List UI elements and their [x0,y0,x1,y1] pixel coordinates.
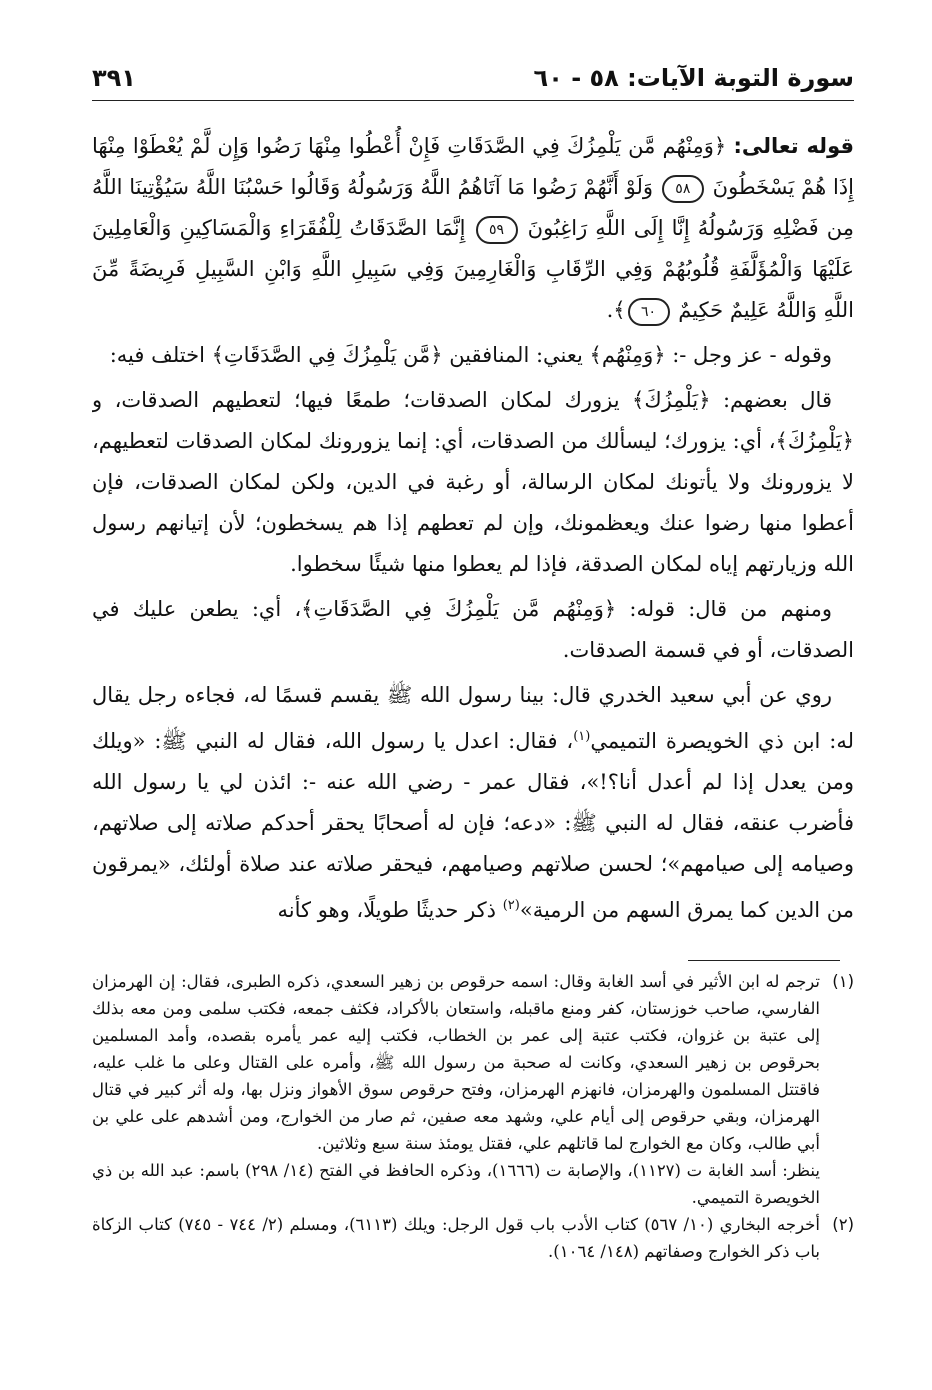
verse-number-60: ٦٠ [628,298,670,326]
verse-text-59: وَلَوْ أَنَّهُمْ رَضُوا مَا آتَاهُمُ اللَّهُ وَرَسُولُهُ وَقَالُوا حَسْبُنَا اللَّهُ سَيُؤْتِينَا اللَّهُ مِن فَضْلِهِ وَرَسُولُهُ إِنَّا إِلَى اللَّهِ رَاغِبُونَ [92,175,854,240]
verse-number-59: ٥٩ [476,216,518,244]
paragraph-4-part-c: ذكر حديثًا طويلًا، وهو كأنه [277,898,503,922]
paragraph-4-part-a: روي عن أبي سعيد الخدري قال: بينا رسول الله ﷺ يقسم قسمًا له، فجاءه رجل يقال له: ابن ذي الخويصرة التميمي [92,683,854,753]
verse-end: ﴾. [606,298,626,322]
footnote-text: أخرجه البخاري (١٠/ ٥٦٧) كتاب الأدب باب قول الرجل: ويلك (٦١١٣)، ومسلم (٢/ ٧٤٤ - ٧٤٥) كتاب الزكاة باب ذكر الخوارج وصفاتهم (١٤٨/ ١٠٦٤). [92,1215,820,1261]
paragraph-3: ومنهم من قال: قوله: ﴿وَمِنْهُم مَّن يَلْمِزُكَ فِي الصَّدَقَاتِ﴾، أي: يطعن عليك في الصدقات، أو في قسمة الصدقات. [92,597,854,662]
verse-label: قوله تعالى: [733,134,854,158]
verse-paragraph [92,126,854,331]
footnote-number: (٢) [832,1215,854,1234]
footnote-1-references: ينظر: أسد الغابة ت (١١٢٧)، والإصابة ت (١٦٦٦)، وذكره الحافظ في الفتح (١٤/ ٢٩٨) باسم: عبد الله بن ذي الخويصرة التميمي. [92,1161,820,1207]
footnote-2 [92,1211,854,1265]
footnote-ref-2[interactable]: (٢) [502,898,520,913]
running-title: سورة التوبة الآيات: ٥٨ - ٦٠ [533,64,854,92]
footnotes [92,968,854,1340]
page-number: ٣٩١ [92,64,136,92]
main-text [92,126,854,952]
paragraph-1: وقوله - عز وجل -: ﴿وَمِنْهُم﴾ يعني: المنافقين ﴿مَّن يَلْمِزُكَ فِي الصَّدَقَاتِ﴾ اختلف فيه: [109,343,832,367]
paragraph-4-part-b: ، فقال: اعدل يا رسول الله، فقال له النبي ﷺ: «ويلك ومن يعدل إذا لم أعدل أنا؟!»، فقال عمر - رضي الله عنه -: ائذن لي يا رسول الله فأضرب عنقه، فقال له النبي ﷺ: «دعه؛ فإن له أصحابًا يحقر أحدكم صلاته إلى صلاتهم، وصيامه إلى صيامهم»؛ لحسن صلاتهم وصيامهم، فيحقر صلاته عند صلاة أولئك، «يمرقون من الدين كما يمرق السهم من الرمية» [92,729,854,922]
paragraph-2: قال بعضهم: ﴿يَلْمِزُكَ﴾ يزورك لمكان الصدقات؛ طمعًا فيها؛ لتعطيهم الصدقات، و ﴿يَلْمِزُكَ﴾، أي: يزورك؛ ليسألك من الصدقات، أي: إنما يزورونك لمكان الصدقات لتعطيهم، لا يزورونك ولا يأتونك لمكان الرسالة، أو رغبة في الدين، ولكن لمكان الصدقات، فإن أعطوا منها رضوا عنك ويعظمونك، وإن لم تعطهم إذا هم يسخطون؛ لأن إتيانهم رسول الله وزيارتهم إياه لمكان الصدقة، فإذا لم يعطوا منها شيئًا سخطوا. [92,388,854,576]
footnote-ref-1[interactable]: (١) [573,729,591,744]
footnote-text: ترجم له ابن الأثير في أسد الغابة وقال: اسمه حرقوص بن زهير السعدي، ذكره الطبرى، فقال: إن الهرمزان الفارسي، صاحب خوزستان، كفر ومنع ماقبله، واستعان بالأكراد، فكثف جمعه، فكتب سلمى ومن معه بذلك إلى عتبة بن غزوان، فكتب عتبة إلى عمر بن الخطاب، فكتب إليه عمر يأمره بقصده، وأمد المسلمين بحرقوص بن زهير السعدي، وكانت له صحبة من رسول الله ﷺ، وأمره على القتال وعلى ما غلب عليه، فاقتتل المسلمون والهرمزان، فانهزم الهرمزان، وفتح حرقوص سوق الأهواز ونزل بها، وله أثر كبير في قتال الهرمزان، وبقي حرقوص إلى أيام علي، وشهد معه صفين، ثم صار من الخوارج، ومن أشدهم على علي بن أبي طالب، وكان مع الخوارج لما قاتلهم علي، فقتل يومئذ سنة سبع وثلاثين. [92,972,820,1153]
footnote-divider [688,960,840,961]
verse-text-60: إِنَّمَا الصَّدَقَاتُ لِلْفُقَرَاءِ وَالْمَسَاكِينِ وَالْعَامِلِينَ عَلَيْهَا وَالْمُؤَلَّفَةِ قُلُوبُهُمْ وَفِي الرِّقَابِ وَالْغَارِمِينَ وَفِي سَبِيلِ اللَّهِ وَابْنِ السَّبِيلِ فَرِيضَةً مِّنَ اللَّهِ وَاللَّهُ عَلِيمٌ حَكِيمٌ [92,216,854,322]
page-header [92,58,854,101]
footnote-number: (١) [832,972,854,991]
paragraph-4 [92,675,854,931]
verse-text-58: ﴿وَمِنْهُم مَّن يَلْمِزُكَ فِي الصَّدَقَاتِ فَإِنْ أُعْطُوا مِنْهَا رَضُوا وَإِن لَّمْ يُعْطَوْا مِنْهَا إِذَا هُمْ يَسْخَطُونَ [92,134,854,199]
verse-number-58: ٥٨ [662,175,704,203]
footnote-1 [92,968,854,1157]
